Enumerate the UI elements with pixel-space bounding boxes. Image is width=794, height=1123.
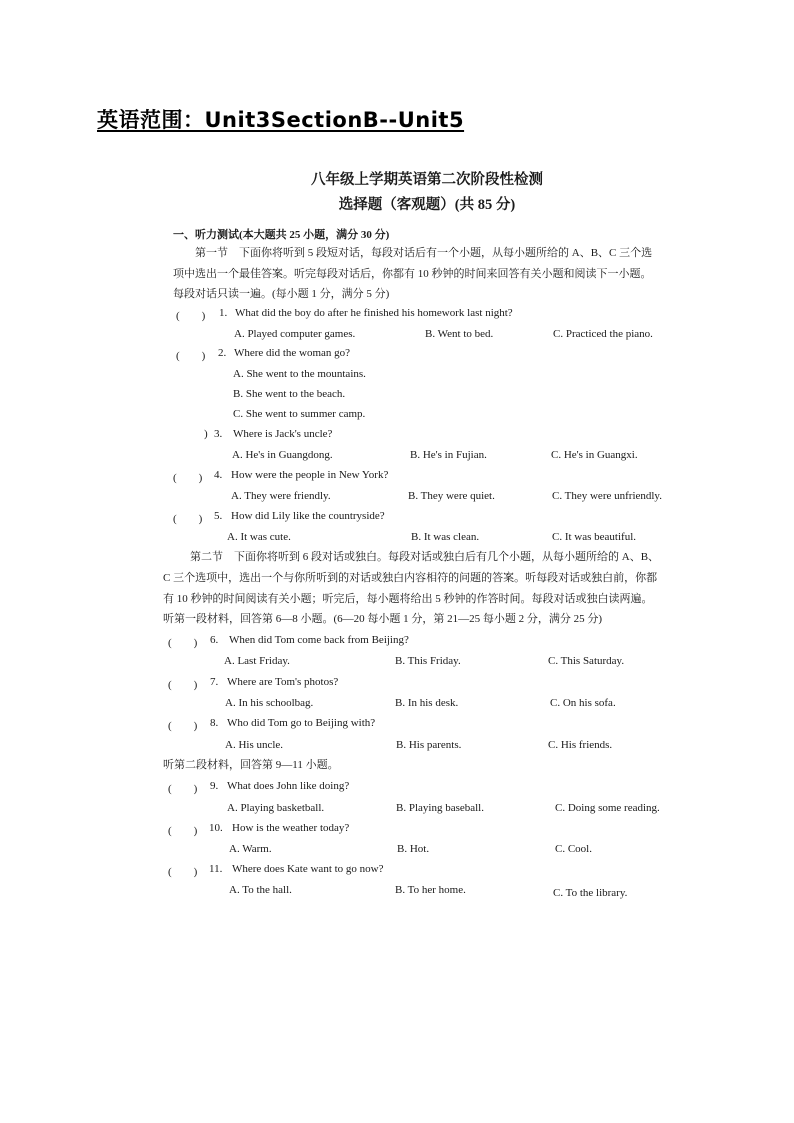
option-a: A. Warm.: [229, 843, 272, 855]
option-a: A. Playing basketball.: [227, 802, 325, 814]
answer-paren: ( ): [168, 825, 198, 837]
question-number: 10.: [209, 822, 223, 834]
question-number: 6.: [210, 634, 219, 646]
answer-paren: ( ): [176, 310, 206, 322]
option-b: B. Hot.: [397, 843, 430, 855]
option-a: A. His uncle.: [225, 739, 284, 751]
answer-paren: ): [204, 428, 208, 440]
answer-paren: ( ): [168, 866, 198, 878]
option-a: A. They were friendly.: [231, 490, 331, 502]
answer-paren: ( ): [173, 472, 203, 484]
option-c: C. His friends.: [548, 739, 613, 751]
part1-line-3: 每段对话只读一遍。(每小题 1 分，满分 5 分): [173, 288, 390, 300]
question-number: 1.: [219, 307, 228, 319]
option-c: C. This Saturday.: [548, 655, 625, 667]
option-a: A. He's in Guangdong.: [232, 449, 333, 461]
question-text: How did Lily like the countryside?: [231, 510, 385, 522]
question-text: Where did the woman go?: [234, 347, 351, 359]
question-text: Where are Tom's photos?: [227, 676, 339, 688]
option-b: B. Went to bed.: [425, 328, 494, 340]
option-c: C. They were unfriendly.: [552, 490, 662, 502]
answer-paren: ( ): [168, 637, 198, 649]
part2-line-1: 第二节 下面你将听到 6 段对话或独白。每段对话或独白后有几个小题，从每小题所给的 A、B、: [190, 551, 660, 563]
section-heading: 一、听力测试(本大题共 25 小题，满分 30 分): [173, 229, 390, 241]
question-text: What does John like doing?: [227, 780, 350, 792]
question-number: 5.: [214, 510, 223, 522]
option-b: B. Playing baseball.: [396, 802, 484, 814]
part1-line-1: 第一节 下面你将听到 5 段短对话，每段对话后有一个小题，从每小题所给的 A、B、C 三个选: [195, 247, 653, 259]
option-c: C. To the library.: [553, 887, 628, 899]
option-a: A. Played computer games.: [234, 328, 356, 340]
option-b: B. This Friday.: [395, 655, 461, 667]
option-c: C. On his sofa.: [550, 697, 616, 709]
answer-paren: ( ): [168, 679, 198, 691]
question-text: How is the weather today?: [232, 822, 350, 834]
question-number: 8.: [210, 717, 219, 729]
question-number: 3.: [214, 428, 223, 440]
option-c: C. It was beautiful.: [552, 531, 637, 543]
part2-line-4: 听第一段材料，回答第 6—8 小题。(6—20 每小题 1 分，第 21—25 每小题 2 分，满分 25 分): [163, 613, 603, 625]
option-c: C. She went to summer camp.: [233, 408, 366, 420]
question-text: How were the people in New York?: [231, 469, 389, 481]
answer-paren: ( ): [173, 513, 203, 525]
question-text: When did Tom come back from Beijing?: [229, 634, 409, 646]
question-number: 4.: [214, 469, 223, 481]
option-a: A. She went to the mountains.: [233, 368, 366, 380]
question-text: Where does Kate want to go now?: [232, 863, 384, 875]
answer-paren: ( ): [168, 783, 198, 795]
option-a: A. Last Friday.: [224, 655, 290, 667]
part2-line-3: 有 10 秒钟的时间阅读有关小题；听完后，每小题将给出 5 秒钟的作答时间。每段对话或独白读两遍。: [163, 593, 653, 605]
question-number: 11.: [209, 863, 223, 875]
option-b: B. They were quiet.: [408, 490, 495, 502]
option-b: B. His parents.: [396, 739, 462, 751]
exam-title: 八年级上学期英语第二次阶段性检测: [311, 172, 543, 188]
option-b: B. She went to the beach.: [233, 388, 346, 400]
part2-line-2: C 三个选项中，选出一个与你所听到的对话或独白内容相符的问题的答案。听每段对话或独白前，你都: [163, 572, 658, 584]
part1-line-2: 项中选出一个最佳答案。听完每段对话后，你都有 10 秒钟的时间来回答有关小题和阅读下一小题。: [173, 268, 652, 280]
exam-subtitle: 选择题（客观题）(共 85 分): [338, 197, 516, 213]
answer-paren: ( ): [176, 350, 206, 362]
option-a: A. It was cute.: [227, 531, 291, 543]
option-c: C. Doing some reading.: [555, 802, 660, 814]
question-number: 7.: [210, 676, 219, 688]
option-b: B. In his desk.: [395, 697, 459, 709]
scope-heading: 英语范围：Unit3SectionB--Unit5: [97, 108, 465, 132]
answer-paren: ( ): [168, 720, 198, 732]
option-b: B. He's in Fujian.: [410, 449, 487, 461]
option-b: B. To her home.: [395, 884, 466, 896]
option-a: A. In his schoolbag.: [225, 697, 314, 709]
option-a: A. To the hall.: [229, 884, 292, 896]
option-c: C. Cool.: [555, 843, 592, 855]
option-c: C. Practiced the piano.: [553, 328, 653, 340]
question-text: Who did Tom go to Beijing with?: [227, 717, 376, 729]
question-number: 2.: [218, 347, 227, 359]
question-text: Where is Jack's uncle?: [233, 428, 333, 440]
question-text: What did the boy do after he finished his homework last night?: [235, 307, 513, 319]
question-number: 9.: [210, 780, 219, 792]
option-b: B. It was clean.: [411, 531, 480, 543]
material-2-heading: 听第二段材料，回答第 9—11 小题。: [163, 759, 339, 771]
option-c: C. He's in Guangxi.: [551, 449, 638, 461]
